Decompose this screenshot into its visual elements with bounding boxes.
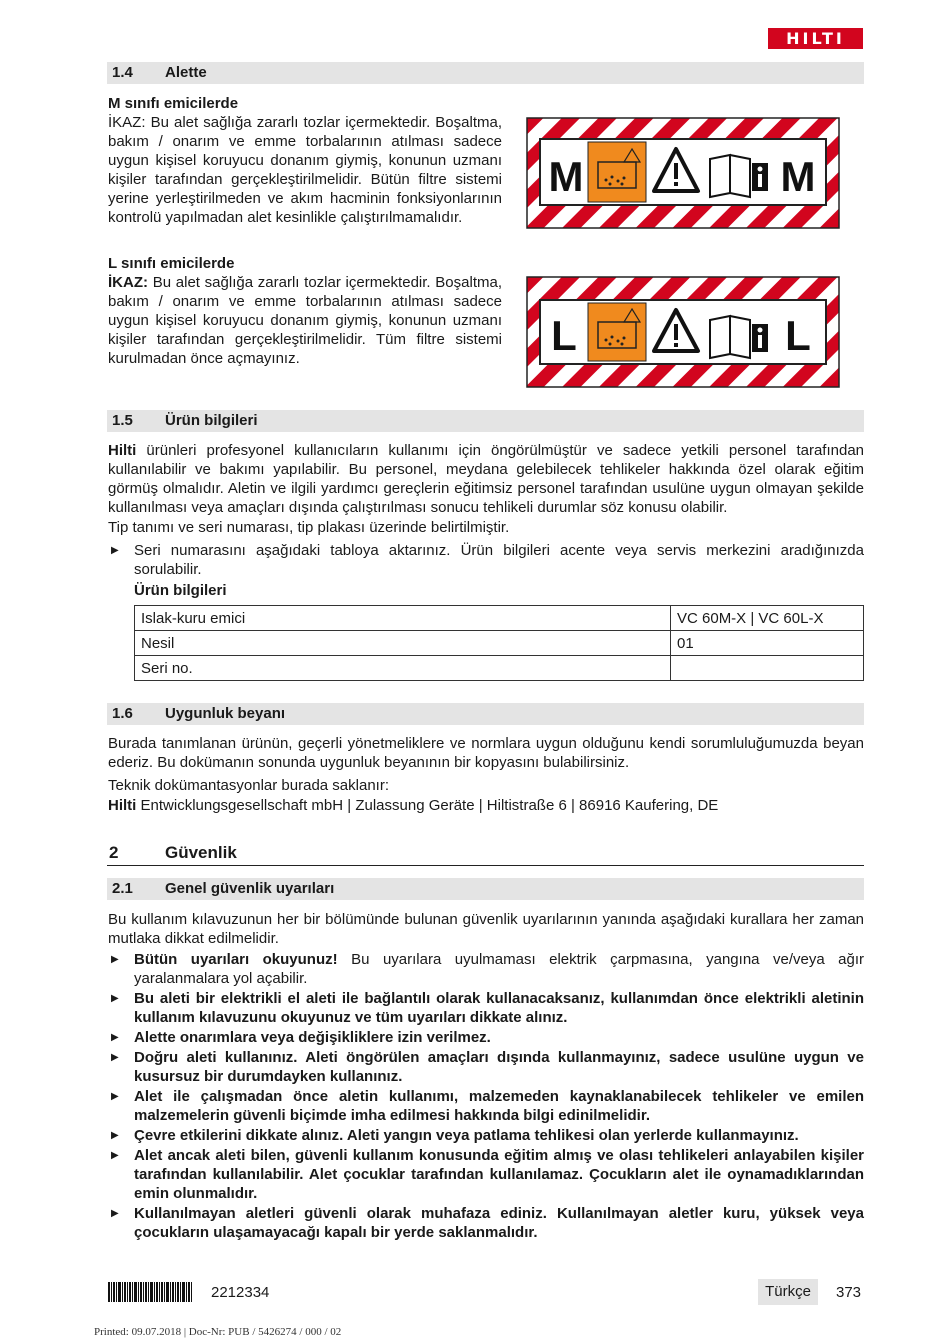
- safety-intro: Bu kullanım kılavuzunun her bir bölümünde bulunan güvenlik uyarılarının yanında aşağıdaki kurallara her zaman mutlaka dikkat edilmelidir.: [108, 911, 864, 947]
- bullet-arrow-icon: ▶: [111, 993, 119, 1004]
- bullet-arrow-icon: ▶: [111, 954, 119, 965]
- rule-bold: Alet ancak aleti bilen, güvenli kullanım konusunda eğitim almış ve olası tehlikeleri anlayabilen kişiler tarafından kullanılabilir. Alet çocuklar tarafından kullanılamaz. Çocukların alet ile oynamadıklarından emin olunmalıdır.: [134, 1147, 864, 1202]
- safety-rules-list: [108, 950, 864, 1243]
- list-item: [108, 1146, 864, 1203]
- rule-bold: Kullanılmayan aletleri güvenli olarak muhafaza ediniz. Kullanılmayan aletler kuru, yüksek veya çocukların ulaşamayacağı kapalı bir yerde saklanmalıdır.: [134, 1205, 864, 1241]
- list-item: [108, 950, 864, 988]
- rule-bold: Çevre etkilerini dikkate alınız. Aleti yangın veya patlama tehlikesi olan yerlerde kullanmayınız.: [134, 1127, 799, 1144]
- list-item: [108, 1048, 864, 1086]
- rule-bold: Alet ile çalışmadan önce aletin kullanımı, malzemeden kaynaklanabilecek tehlikeler ve emilen malzemelerin güvenli biçimde imha edilmesi hakkında bilgi edinilmelidir.: [134, 1088, 864, 1124]
- chapter-2-header: [107, 842, 864, 866]
- l-class-warning-label: [526, 276, 840, 388]
- product-info-paragraph: [108, 441, 864, 517]
- list-item: [108, 1126, 864, 1145]
- m-class-warning-label: [526, 117, 840, 229]
- list-item: [108, 1087, 864, 1125]
- bullet-arrow-icon: ▶: [111, 545, 119, 556]
- section-title: Ürün bilgileri: [165, 412, 258, 429]
- l-class-heading: L sınıfı emicilerde: [108, 255, 235, 272]
- rule-text: Bu uyarılara uyulmaması elektrik çarpmasına, yangına ve/veya ağır yaralanmalara yol açabilir.: [134, 951, 865, 987]
- table-cell-label: Nesil: [135, 631, 671, 656]
- chapter-title: Güvenlik: [165, 843, 237, 862]
- conformity-paragraph: Burada tanımlanan ürünün, geçerli yönetmeliklere ve normlara uygun olduğunu kendi sorumluluğumuzda beyan ederiz. Bu dokümanın sonunda uygunluk beyanının bir kopyasını bulabilirsiniz.: [108, 735, 864, 771]
- table-cell-label: Seri no.: [135, 656, 671, 681]
- product-info-bullets: [108, 541, 864, 580]
- bullet-arrow-icon: ▶: [111, 1208, 119, 1219]
- table-cell-value: VC 60M-X | VC 60L-X: [671, 606, 864, 631]
- table-cell-value: 01: [671, 631, 864, 656]
- section-number: 1.4: [112, 64, 133, 81]
- chapter-number: 2: [109, 843, 119, 862]
- table-cell-label: Islak-kuru emici: [135, 606, 671, 631]
- list-item: [108, 989, 864, 1027]
- m-class-block: [108, 94, 502, 227]
- bullet-arrow-icon: ▶: [111, 1091, 119, 1102]
- section-1-4-header: [107, 62, 864, 84]
- section-number: 1.6: [112, 705, 133, 722]
- address-text: Entwicklungsgesellschaft mbH | Zulassung Geräte | Hiltistraße 6 | 86916 Kaufering, DE: [136, 797, 719, 814]
- l-letter-right: L: [785, 312, 811, 359]
- list-item: [108, 1204, 864, 1242]
- table-row: [135, 656, 864, 681]
- section-title: Uygunluk beyanı: [165, 705, 286, 722]
- print-info: Printed: 09.07.2018 | Doc-Nr: PUB / 5426274 / 000 / 02: [94, 1326, 342, 1338]
- bullet-arrow-icon: ▶: [111, 1052, 119, 1063]
- section-number: 1.5: [112, 412, 133, 429]
- hilti-address: [108, 796, 864, 815]
- section-2-1-header: [107, 878, 864, 900]
- table-row: [135, 606, 864, 631]
- bullet-arrow-icon: ▶: [111, 1130, 119, 1141]
- rule-bold: Bütün uyarıları okuyunuz!: [134, 951, 338, 968]
- bullet-arrow-icon: ▶: [111, 1032, 119, 1043]
- page-number: 373: [836, 1284, 862, 1301]
- m-letter-right: M: [780, 153, 816, 200]
- section-1-6-header: [107, 703, 864, 725]
- type-plate-note: Tip tanımı ve seri numarası, tip plakası üzerinde belirtilmiştir.: [108, 519, 510, 536]
- rule-bold: Alette onarımlara veya değişikliklere izin verilmez.: [134, 1029, 491, 1046]
- m-letter-left: M: [548, 153, 584, 200]
- brand-name: Hilti: [108, 797, 137, 814]
- product-info-table: [134, 605, 864, 681]
- section-title: Genel güvenlik uyarıları: [165, 880, 335, 897]
- rule-bold: Bu aleti bir elektrikli el aleti ile bağlantılı olarak kullanacaksanız, kullanımdan önce elektrikli aletinin kullanım kılavuzunu okuyunuz ve tüm uyarıları dikkate alınız.: [134, 990, 864, 1026]
- barcode-icon: [108, 1282, 192, 1302]
- rule-bold: Doğru aleti kullanınız. Aleti öngörülen amaçları dışında kullanmayınız, sadece usulüne uygun ve kusursuz bir durumdayken kullanınız.: [134, 1049, 864, 1085]
- dust-icon: [588, 142, 646, 202]
- table-row: [135, 631, 864, 656]
- l-class-warning: [108, 273, 502, 368]
- m-class-heading: M sınıfı emicilerde: [108, 95, 239, 112]
- product-table-title: Ürün bilgileri: [134, 582, 227, 599]
- document-code: 2212334: [211, 1284, 270, 1301]
- language-badge: Türkçe: [758, 1279, 818, 1305]
- l-class-block: [108, 254, 502, 368]
- list-item: [108, 541, 864, 579]
- section-1-5-header: [107, 410, 864, 432]
- warning-word: İKAZ:: [108, 274, 148, 291]
- technical-docs-note: Teknik dokümantasyonlar burada saklanır:: [108, 777, 389, 794]
- product-info-text: ürünleri profesyonel kullanıcıların kullanımı için öngörülmüştür ve sadece yetkili personel tarafından kullanılabilir ve bakımı yapılabilir. Bu personel, meydana gelebilecek tehlikeler hakkında özel olarak eğitim görmüş olmalıdır. Aletin ve ilgili yardımcı gereçlerin eğitimsiz personel tarafından usulüne uygun olmayan şekilde kullanılması veya amaçları dışında çalıştırılması sonucu tehlikeli durumlar söz konusu olabilir.: [108, 442, 864, 516]
- dust-icon: [588, 303, 646, 361]
- l-letter-left: L: [551, 312, 577, 359]
- brand-name: Hilti: [108, 442, 137, 459]
- l-class-warning-text: Bu alet sağlığa zararlı tozlar içermektedir. Boşaltma, bakım / onarım ve emme torbalarının atılması sadece uygun kişisel koruyucu donanım giymiş, konunun uzmanı kişiler tarafından gerçekleştirilmelidir. Tüm filtre sistemi kurulmadan önce açmayınız.: [108, 274, 502, 367]
- bullet-arrow-icon: ▶: [111, 1150, 119, 1161]
- hilti-logo: HILTI: [768, 28, 863, 49]
- list-item: [108, 1028, 864, 1047]
- section-number: 2.1: [112, 880, 133, 897]
- table-cell-value[interactable]: [671, 656, 864, 681]
- bullet-text: Seri numarasını aşağıdaki tabloya aktarınız. Ürün bilgileri acente veya servis merkezini aradığınızda sorulabilir.: [134, 542, 864, 578]
- m-class-warning: İKAZ: Bu alet sağlığa zararlı tozlar içermektedir. Boşaltma, bakım / onarım ve emme torbalarının atılması sadece uygun kişisel koruyucu donanım giymiş, konunun uzmanı kişiler tarafından gerçekleştirilmelidir. Bütün filtre sistemi yerine yerleştirilmeden ve akım hacminin fonksiyonlarının kontrolü yapılmadan alet kesinlikle çalıştırılmamalıdır.: [108, 114, 502, 226]
- section-title: Alette: [165, 64, 207, 81]
